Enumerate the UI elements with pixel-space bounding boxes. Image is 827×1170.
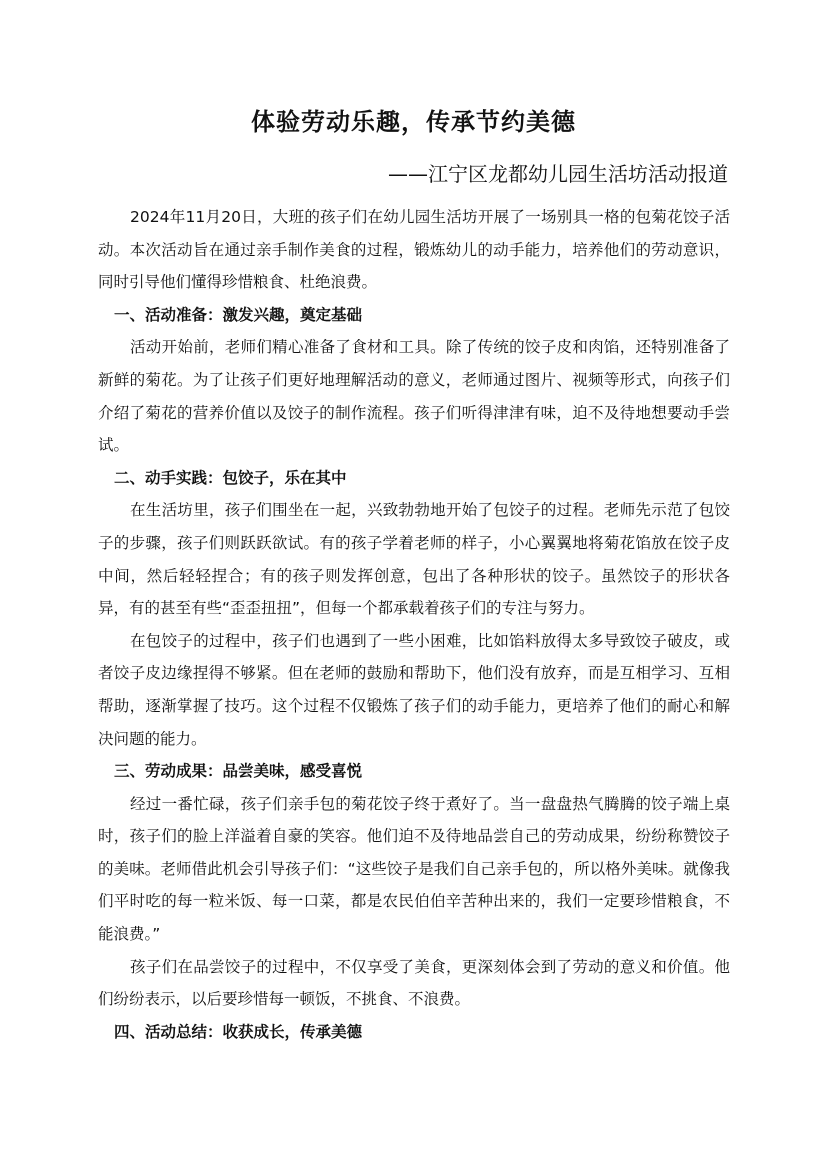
section-2-paragraph-2: 在包饺子的过程中，孩子们也遇到了一些小困难，比如馅料放得太多导致饺子破皮，或者饺子皮边缘捏得不够紧。但在老师的鼓励和帮助下，他们没有放弃，而是互相学习、互相帮助，逐渐掌握了技巧。这个过程不仅锻炼了孩子们的动手能力，更培养了他们的耐心和解决问题的能力。 [98, 631, 730, 748]
section-3-paragraph-1: 经过一番忙碌，孩子们亲手包的菊花饺子终于煮好了。当一盘盘热气腾腾的饺子端上桌时，孩子们的脸上洋溢着自豪的笑容。他们迫不及待地品尝自己的劳动成果，纷纷称赞饺子的美味。老师借此机会引导孩子们：“这些饺子是我们自己亲手包的，所以格外美味。就像我们平时吃的每一粒米饭、每一口菜，都是农民伯伯辛苦种出来的，我们一定要珍惜粮食，不能浪费。” [98, 794, 730, 944]
section-3-heading: 三、劳动成果：品尝美味，感受喜悦 [114, 762, 363, 781]
section-2-heading: 二、动手实践：包饺子，乐在其中 [114, 468, 347, 487]
section-4-heading: 四、活动总结：收获成长，传承美德 [114, 1022, 363, 1041]
section-2-paragraph-1: 在生活坊里，孩子们围坐在一起，兴致勃勃地开始了包饺子的过程。老师先示范了包饺子的步骤，孩子们则跃跃欲试。有的孩子学着老师的样子，小心翼翼地将菊花馅放在饺子皮中间，然后轻轻捏合；有的孩子则发挥创意，包出了各种形状的饺子。虽然饺子的形状各异，有的甚至有些“歪歪扭扭”，但每一个都承载着孩子们的专注与努力。 [98, 501, 730, 618]
section-1-paragraph-1: 活动开始前，老师们精心准备了食材和工具。除了传统的饺子皮和肉馅，还特别准备了新鲜的菊花。为了让孩子们更好地理解活动的意义，老师通过图片、视频等形式，向孩子们介绍了菊花的营养价值以及饺子的制作流程。孩子们听得津津有味，迫不及待地想要动手尝试。 [98, 338, 730, 455]
intro-paragraph: 2024年11月20日，大班的孩子们在幼儿园生活坊开展了一场别具一格的包菊花饺子活动。本次活动旨在通过亲手制作美食的过程，锻炼幼儿的动手能力，培养他们的劳动意识，同时引导他们懂得珍惜粮食、杜绝浪费。 [98, 208, 730, 292]
section-3-paragraph-2: 孩子们在品尝饺子的过程中，不仅享受了美食，更深刻体会到了劳动的意义和价值。他们纷纷表示，以后要珍惜每一顿饭，不挑食、不浪费。 [98, 957, 730, 1009]
section-1-heading: 一、活动准备：激发兴趣，奠定基础 [114, 305, 363, 324]
article-subtitle: ——江宁区龙都幼儿园生活坊活动报道 [388, 162, 728, 186]
article-body [98, 201, 730, 1048]
article-title: 体验劳动乐趣，传承节约美德 [251, 107, 576, 136]
